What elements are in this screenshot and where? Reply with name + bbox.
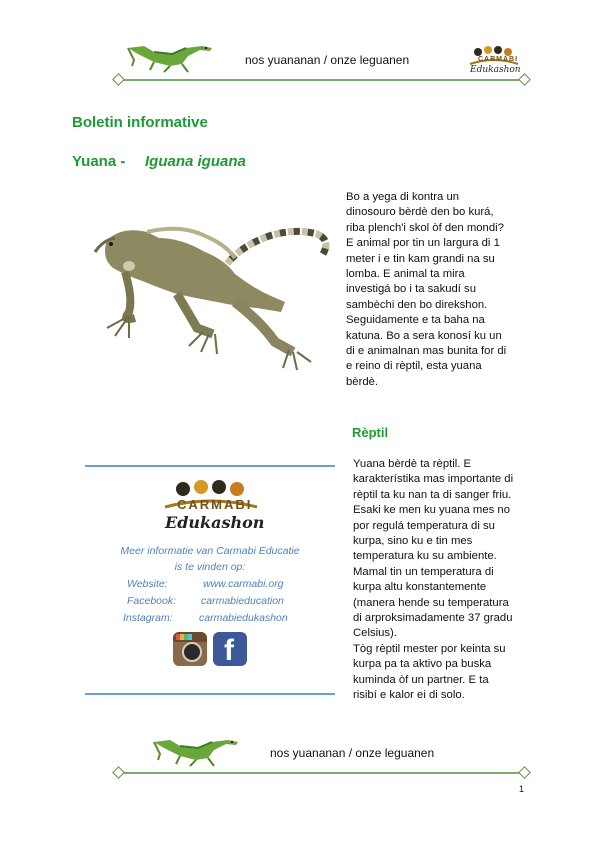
- reptile-line: Tòg rèptil mester por keinta su: [353, 642, 506, 655]
- species-common-name: Yuana -: [72, 153, 126, 170]
- intro-line: Seguidamente e ta baha na: [346, 314, 485, 327]
- intro-line: e reino di rèptil, esta yuana: [346, 360, 482, 373]
- reptile-line: por regulá temperatura di su: [353, 519, 495, 532]
- infobox-logo-top-text: CARMABI: [177, 497, 253, 512]
- intro-line: riba plench'i skol òf den mondi?: [346, 221, 504, 234]
- intro-line: dinosouro bèrdè den bo kurá,: [346, 206, 494, 219]
- intro-line: di e animalnan mas bunita for di: [346, 345, 507, 358]
- reptile-line: temperatura ku su ambiente.: [353, 550, 497, 563]
- reptile-line: kurpa, sino ku e tin mes: [353, 535, 473, 548]
- reptile-line: Mamal tin un temperatura di: [353, 565, 494, 578]
- header-rule-left-diamond: [112, 73, 125, 86]
- reptile-line: Esaki ke men ku yuana mes no: [353, 504, 510, 517]
- facebook-link[interactable]: carmabieducation: [201, 595, 284, 607]
- footer-rule-left-diamond: [112, 766, 125, 779]
- website-label: Website:: [127, 578, 168, 590]
- species-latin-name: Iguana iguana: [145, 153, 246, 170]
- intro-line: Bo a yega di kontra un: [346, 191, 460, 203]
- intro-line: meter i e tin kam grandi na su: [346, 252, 495, 265]
- reptile-paragraph: [353, 457, 553, 704]
- reptile-line: (manera hende su temperatura: [353, 596, 509, 609]
- intro-line: E animal por tin un largura di 1: [346, 237, 500, 250]
- intro-line: investigá bo i ta sakudí su: [346, 283, 476, 296]
- footer-rule: [118, 772, 528, 774]
- info-box-top-rule: [85, 465, 335, 467]
- info-box-bottom-rule: [85, 693, 335, 695]
- section-label: Boletin informative: [72, 114, 208, 131]
- info-line-2: is te vinden op:: [174, 561, 246, 573]
- instagram-icon[interactable]: [173, 632, 207, 666]
- page-number: 1: [519, 784, 525, 794]
- reptile-line: di arproksimadamente 37 gradu: [353, 612, 513, 625]
- reptile-line: kuminda òf un partner. E ta: [353, 673, 489, 686]
- instagram-label: Instagram:: [123, 612, 173, 624]
- iguana-footer-illustration: [150, 732, 242, 770]
- infobox-logo-bottom-text: Edukashon: [165, 513, 265, 532]
- iguana-illustration: [85, 212, 337, 380]
- intro-paragraph: [346, 190, 546, 390]
- header-logo-top-text: CARMABI: [478, 56, 519, 63]
- carmabi-logo-header: [466, 44, 522, 78]
- info-line-1: Meer informatie van Carmabi Educatie: [120, 545, 300, 557]
- carmabi-logo-infobox: [159, 477, 263, 539]
- reptile-line: risibí e kalor ei di solo.: [353, 689, 465, 702]
- reptile-line: rèptil ta ku nan ta di sanger friu.: [353, 488, 512, 501]
- reptile-heading: Rèptil: [352, 425, 389, 440]
- header-logo-bottom-text: Edukashon: [470, 65, 521, 75]
- iguana-header-illustration: [124, 38, 216, 76]
- intro-line: bèrdè.: [346, 375, 379, 388]
- info-box: [85, 465, 335, 695]
- facebook-icon[interactable]: [213, 632, 247, 666]
- header-title: nos yuananan / onze leguanen: [245, 53, 410, 67]
- reptile-line: karakterístika mas importante di: [353, 473, 514, 486]
- reptile-line: Celsius).: [353, 627, 397, 640]
- footer-rule-right-diamond: [518, 766, 531, 779]
- instagram-link[interactable]: carmabiedukashon: [199, 612, 288, 624]
- website-link[interactable]: www.carmabi.org: [203, 578, 284, 590]
- facebook-label: Facebook:: [127, 595, 177, 607]
- intro-line: sambèchi den bo direkshon.: [346, 298, 488, 311]
- header-rule: [118, 79, 528, 81]
- reptile-line: kurpa altu konstantemente: [353, 581, 487, 594]
- intro-line: lomba. E animal ta mira: [346, 268, 465, 281]
- intro-line: katuna. Bo a sera konosí ku un: [346, 329, 502, 342]
- facebook-icon-letter: f: [224, 634, 234, 667]
- reptile-line: Yuana bèrdè ta rèptil. E: [353, 458, 472, 470]
- footer-title: nos yuananan / onze leguanen: [270, 746, 435, 760]
- reptile-line: kurpa pa ta aktivo pa buska: [353, 658, 492, 671]
